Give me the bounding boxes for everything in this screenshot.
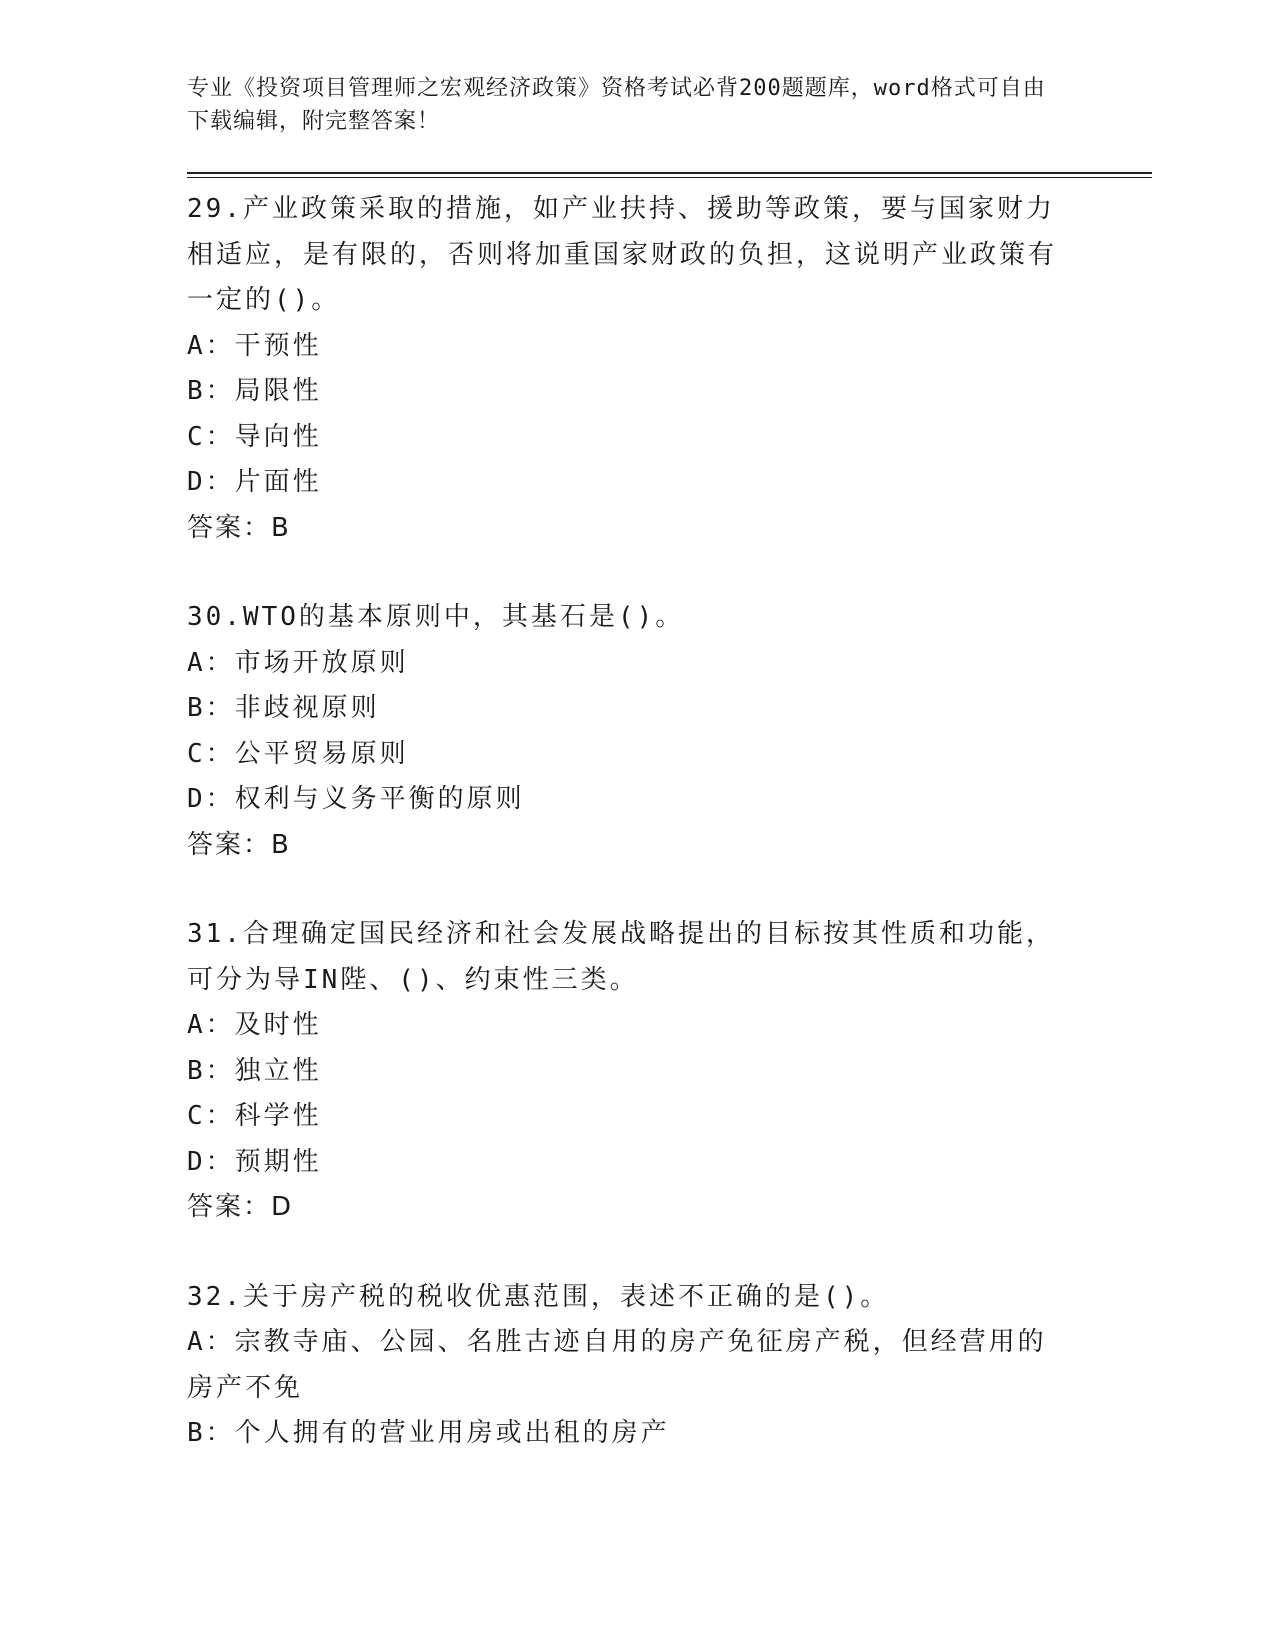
question-list	[187, 187, 1152, 1457]
question-stem: 30.WTO的基本原则中，其基石是()。	[187, 602, 685, 632]
option-a: A：市场开放原则	[187, 647, 409, 678]
question-stem: 29.产业政策采取的措施，如产业扶持、援助等政策，要与国家财力相适应，是有限的，否则将加重国家财政的负担，这说明产业政策有一定的()。	[187, 194, 1058, 315]
option-b: B：个人拥有的营业用房或出租的房产	[187, 1418, 670, 1448]
option-c: C：科学性	[187, 1101, 322, 1131]
question-30	[187, 595, 1152, 868]
document-page	[187, 72, 1152, 1501]
option-d: D：片面性	[187, 467, 322, 497]
option-b: B：非歧视原则	[187, 693, 380, 723]
option-a: A：及时性	[187, 1010, 322, 1040]
option-d: D：预期性	[187, 1146, 322, 1177]
answer-line: 答案：B	[187, 512, 291, 543]
question-31	[187, 912, 1152, 1231]
question-stem: 31.合理确定国民经济和社会发展战略提出的目标按其性质和功能，可分为导IN陛、()、约束性三类。	[187, 919, 1055, 995]
question-32	[187, 1275, 1152, 1457]
option-a: A：干预性	[187, 330, 322, 361]
answer-line: 答案：B	[187, 829, 291, 860]
option-b: B：独立性	[187, 1055, 322, 1086]
question-29	[187, 187, 1152, 551]
header-divider	[187, 172, 1152, 178]
document-intro: 专业《投资项目管理师之宏观经济政策》资格考试必背200题题库，word格式可自由下载编辑，附完整答案！	[187, 76, 1046, 134]
option-b: B：局限性	[187, 376, 322, 406]
option-c: C：导向性	[187, 421, 322, 452]
option-d: D：权利与义务平衡的原则	[187, 784, 525, 814]
option-a: A：宗教寺庙、公园、名胜古迹自用的房产免征房产税，但经营用的房产不免	[187, 1327, 1047, 1403]
question-stem: 32.关于房产税的税收优惠范围，表述不正确的是()。	[187, 1281, 890, 1312]
answer-line: 答案：D	[187, 1192, 294, 1222]
option-c: C：公平贸易原则	[187, 738, 409, 769]
